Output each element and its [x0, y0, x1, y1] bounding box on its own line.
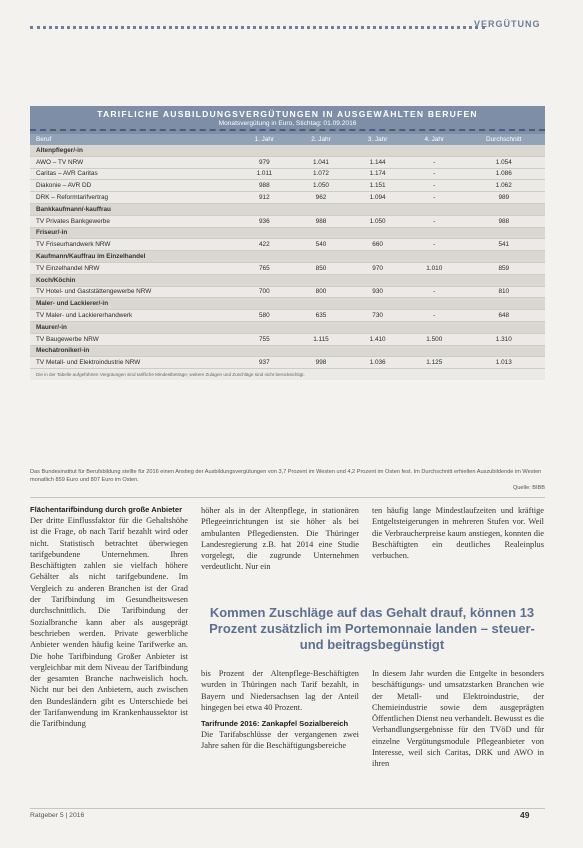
- section-label: VERGÜTUNG: [474, 19, 541, 29]
- row-value: -: [406, 215, 463, 227]
- pull-quote: Kommen Zuschläge auf das Gehalt drauf, können 13 Prozent zusätzlich im Portemonnaie landen – steuer- und beitragsbegünstigt: [209, 605, 535, 652]
- table-rows: [30, 145, 545, 369]
- row-value: 730: [349, 310, 406, 322]
- row-label: TV Baugewerbe NRW: [30, 333, 236, 345]
- wage-table: [30, 106, 545, 380]
- row-value: 979: [236, 156, 293, 168]
- row-value: 755: [236, 333, 293, 345]
- category-label: Friseur/-in: [30, 227, 545, 239]
- row-value: 1.410: [349, 333, 406, 345]
- category-label: Kaufmann/Kauffrau im Einzelhandel: [30, 251, 545, 263]
- article-column-2-bottom: [201, 668, 359, 752]
- col2-text-a: höher als in der Altenpflege, in stationären Pflegeeinrichtungen ist sie höher als bei ambulanten Pflegediensten. Die Thüringer Landesregierung z.B. hat 2014 eine Studie vorgelegt, die zugrunde Unternehmen verdeutlicht. Nur ein: [201, 506, 359, 572]
- row-value: 970: [349, 262, 406, 274]
- row-value: 1.013: [463, 357, 545, 369]
- row-value: 1.500: [406, 333, 463, 345]
- row-value: 988: [236, 180, 293, 192]
- category-label: Maler- und Lackierer/-in: [30, 298, 545, 310]
- row-label: TV Maler- und Lackiererhandwerk: [30, 310, 236, 322]
- col3-text-a: ten häufig lange Mindestlaufzeiten und kräftige Entgeltsteigerungen in mehreren Stufen vor. Weil die Verbraucherpreise kaum anstiegen, konnten die Beschäftigten ein deutliches Realeinplus verbuchen.: [372, 506, 544, 561]
- table-category-row: [30, 298, 545, 310]
- table-category-row: [30, 145, 545, 156]
- row-label: DRK – Reformtarifvertrag: [30, 192, 236, 204]
- row-label: TV Metall- und Elektroindustrie NRW: [30, 357, 236, 369]
- table-category-row: [30, 321, 545, 333]
- table-row: [30, 357, 545, 369]
- row-value: 998: [293, 357, 350, 369]
- row-label: Caritas – AVR Caritas: [30, 168, 236, 180]
- row-value: 988: [463, 215, 545, 227]
- col2-text-b: bis Prozent der Altenpflege-Beschäftigten wurden in Thüringen nach Tarif bezahlt, in Bayern und Niedersachsen lag der Anteil hingegen bei etwa 40 Prozent.: [201, 669, 359, 712]
- article-column-2-top: [201, 505, 359, 573]
- table-dashed-rule: [30, 129, 545, 131]
- row-value: 800: [293, 286, 350, 298]
- category-label: Koch/Köchin: [30, 274, 545, 286]
- table-category-row: [30, 251, 545, 263]
- row-value: 1.115: [293, 333, 350, 345]
- category-label: Maurer/-in: [30, 321, 545, 333]
- col2-heading-b: Tarifrunde 2016: Zankapfel Sozialbereich: [201, 719, 349, 729]
- table-row: [30, 286, 545, 298]
- row-value: 1.174: [349, 168, 406, 180]
- row-value: 1.072: [293, 168, 350, 180]
- row-value: 1.086: [463, 168, 545, 180]
- table-header: [30, 106, 545, 134]
- caption-source: Quelle: BIBB: [512, 485, 545, 492]
- table-row: [30, 333, 545, 345]
- table-category-row: [30, 227, 545, 239]
- row-label: TV Friseurhandwerk NRW: [30, 239, 236, 251]
- category-label: Altenpfleger/-in: [30, 145, 545, 156]
- row-value: 765: [236, 262, 293, 274]
- row-value: -: [406, 310, 463, 322]
- table-body: [30, 134, 545, 369]
- col-header-year-3: 3. Jahr: [349, 134, 406, 145]
- col1-heading: Flächentarifbindung durch große Anbieter: [30, 505, 183, 514]
- table-subtitle: Monatsvergütung in Euro, Stichtag: 01.09.2016: [218, 120, 357, 127]
- row-value: 1.144: [349, 156, 406, 168]
- table-row: [30, 156, 545, 168]
- table-row: [30, 310, 545, 322]
- row-value: 962: [293, 192, 350, 204]
- table-row: [30, 192, 545, 204]
- footer-publication: Ratgeber 5 | 2016: [30, 812, 85, 819]
- article-column-1: [30, 505, 188, 730]
- table-row: [30, 239, 545, 251]
- row-value: -: [406, 239, 463, 251]
- col1-text: Der dritte Einflussfaktor für die Gehaltshöhe ist die Frage, ob nach Tarif bezahlt wird oder nicht. Statistisch betrachtet überwiegen tarifgebundene Unternehmen. Ihren Beschäftigten zahlen sie vielfach höhere Gehälter als nicht tarifgebundene. Im Vergleich zu anderen Branchen ist der Grad der Tarifbindung im Gesundheitswesen durchschnittlich. Die Tarifbindung der Sozialbranche kann aber als ausgeprägt beschrieben werden. Private gewerbliche Anbieter wenden häufig keine Tarifwerke an. Die hohe Tarifbindung Großer Anbieter ist vergleichbar mit dem Niveau der Tarifbindung der gesamten Branche nachweislich hoch. Nicht nur bei den Anbietern, auch zwischen den Bundesländern gibt es Unterschiede bei der Tarifanwendung im Krankenhaussektor ist die Tarifbindung: [30, 516, 188, 729]
- row-value: -: [406, 286, 463, 298]
- table-category-row: [30, 274, 545, 286]
- col3-text-b: In diesem Jahr wurden die Entgelte in besonders beschäftigungs- und umsatzstarken Branchen wie der Metall- und Elektroindustrie, der Chemieindustrie sowie dem ausgeprägten Öffentlichen Dienst neu verhandelt. Bewusst es die Verhandlungsergebnisse für den TVöD und für einzelne Vergütungsmodule Pflegeanbieter von Interesse, weil sich Caritas, DRK und AWO in ihren: [372, 669, 544, 769]
- row-label: AWO – TV NRW: [30, 156, 236, 168]
- row-value: 850: [293, 262, 350, 274]
- row-value: 660: [349, 239, 406, 251]
- page-number: 49: [520, 810, 530, 820]
- table-row: [30, 180, 545, 192]
- row-value: 1.010: [406, 262, 463, 274]
- row-value: 540: [293, 239, 350, 251]
- footer-rule: [30, 808, 545, 809]
- caption-text: Das Bundesinstitut für Berufsbildung stellte für 2016 einen Anstieg der Ausbildungsvergütungen von 3,7 Prozent im Westen und 4,2 Prozent im Osten fest. Im Durchschnitt erhielten Auszubildende im Westen monatlich 859 Euro und 807 Euro im Osten.: [30, 469, 542, 484]
- col-header-year-4: 4. Jahr: [406, 134, 463, 145]
- table-row: [30, 215, 545, 227]
- row-value: -: [406, 168, 463, 180]
- row-value: 810: [463, 286, 545, 298]
- row-value: 1.050: [349, 215, 406, 227]
- col2-text-c: Die Tarifabschlüsse der vergangenen zwei Jahre sahen für die Beschäftigungsbereiche: [201, 730, 359, 751]
- row-value: 635: [293, 310, 350, 322]
- table-title: TARIFLICHE AUSBILDUNGSVERGÜTUNGEN IN AUSGEWÄHLTEN BERUFEN: [97, 109, 478, 119]
- section-divider: [30, 497, 545, 498]
- row-value: 422: [236, 239, 293, 251]
- row-value: 541: [463, 239, 545, 251]
- col-header-average: Durchschnitt: [463, 134, 545, 145]
- header-dotted-rule: [30, 26, 485, 29]
- article-column-3-top: [372, 505, 544, 561]
- table-caption: [30, 468, 545, 492]
- row-value: 930: [349, 286, 406, 298]
- row-value: 912: [236, 192, 293, 204]
- row-value: 989: [463, 192, 545, 204]
- row-value: 936: [236, 215, 293, 227]
- category-label: Mechatroniker/-in: [30, 345, 545, 357]
- table-category-row: [30, 203, 545, 215]
- table-row: [30, 168, 545, 180]
- col-header-year-1: 1. Jahr: [236, 134, 293, 145]
- row-value: 1.050: [293, 180, 350, 192]
- table-footnote: Die in der Tabelle aufgeführten Vergütungen sind tarifliche Mindestbeträge; weitere Zulagen und Zuschläge sind nicht berücksichtigt.: [36, 372, 305, 378]
- row-value: -: [406, 156, 463, 168]
- row-value: 1.094: [349, 192, 406, 204]
- row-value: 1.310: [463, 333, 545, 345]
- row-value: 937: [236, 357, 293, 369]
- row-value: 700: [236, 286, 293, 298]
- row-value: 1.062: [463, 180, 545, 192]
- row-value: 1.041: [293, 156, 350, 168]
- row-value: 1.036: [349, 357, 406, 369]
- row-value: -: [406, 180, 463, 192]
- row-value: 648: [463, 310, 545, 322]
- row-value: 1.011: [236, 168, 293, 180]
- table-row: [30, 262, 545, 274]
- row-value: -: [406, 192, 463, 204]
- row-value: 1.151: [349, 180, 406, 192]
- row-value: 1.125: [406, 357, 463, 369]
- row-value: 859: [463, 262, 545, 274]
- row-label: TV Privates Bankgewerbe: [30, 215, 236, 227]
- row-value: 988: [293, 215, 350, 227]
- row-value: 1.054: [463, 156, 545, 168]
- row-label: TV Einzelhandel NRW: [30, 262, 236, 274]
- row-label: Diakonie – AVR DD: [30, 180, 236, 192]
- col-header-beruf: Beruf: [30, 134, 236, 145]
- row-value: 580: [236, 310, 293, 322]
- col-header-year-2: 2. Jahr: [293, 134, 350, 145]
- row-label: TV Hotel- und Gaststättengewerbe NRW: [30, 286, 236, 298]
- table-column-headers: [30, 134, 545, 145]
- article-column-3-bottom: [372, 668, 544, 770]
- category-label: Bankkaufmann/-kauffrau: [30, 203, 545, 215]
- table-category-row: [30, 345, 545, 357]
